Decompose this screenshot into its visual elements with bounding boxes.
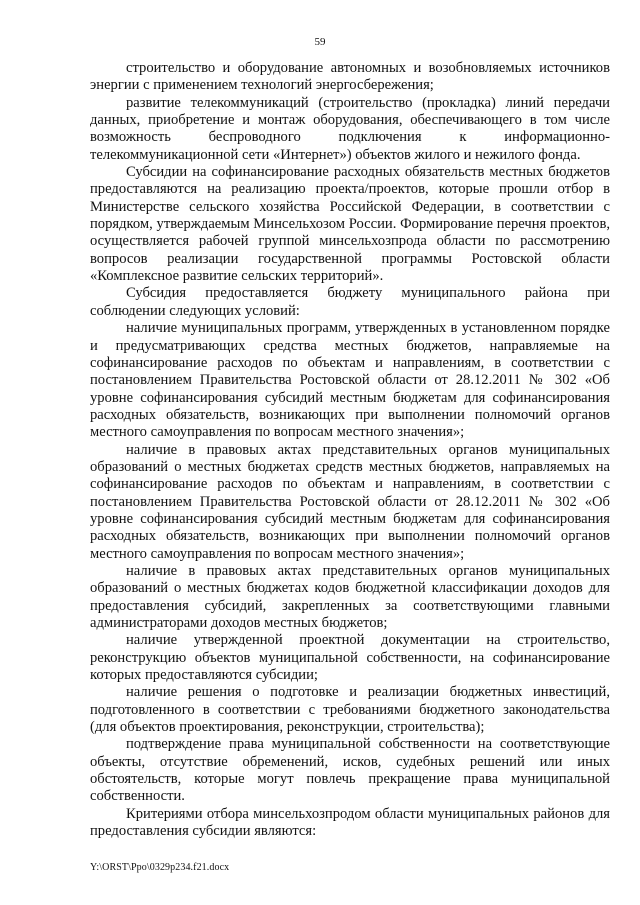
paragraph-condition-municipal-programs: наличие муниципальных программ, утвержденных в установленном порядке и предусматривающих средства местных бюджетов, направляемые на софинансирование расходов по объектам и направлениям, в соответствии с постановлением Правительства Ростовской области от 28.12.2011 № 302 «Об уровне софинансирования субсидий местным бюджетам для софинансирования расходных обязательств, возникающих при выполнении полномочий органов местного самоуправления по вопросам местного значения»; bbox=[90, 320, 610, 441]
page-number: 59 bbox=[314, 36, 326, 48]
paragraph-condition-budget-codes: наличие в правовых актах представительных органов муниципальных образований о местных бюджетах кодов бюджетной классификации доходов для предоставления субсидий, закрепленных за соответствующими главными администраторами доходов местных бюджетов; bbox=[90, 562, 610, 631]
paragraph-subsidy-conditions-intro: Субсидия предоставляется бюджету муниципального района при соблюдении следующих условий: bbox=[90, 285, 610, 319]
paragraph-selection-criteria: Критериями отбора минсельхозпродом области муниципальных районов для предоставления субсидии являются: bbox=[90, 805, 610, 840]
footer-file-path: Y:\ORST\Ppo\0329p234.f21.docx bbox=[90, 862, 230, 873]
paragraph-subsidy-projects: Субсидии на софинансирование расходных обязательств местных бюджетов предоставляются на реализацию проекта/проектов, которые прошли отбор в Министерстве сельского хозяйства Российской Федерации, в соответствии с порядком, утверждаемым Минсельхозом России. Формирование перечня проектов, осуществляется рабочей группой минсельхозпрода области по рассмотрению вопросов реализации государственной программы Ростовской области «Комплексное развитие сельских территорий». bbox=[90, 164, 610, 285]
paragraph-condition-project-documentation: наличие утвержденной проектной документации на строительство, реконструкцию объектов муниципальной собственности, на софинансирование которых предоставляются субсидии; bbox=[90, 632, 610, 684]
paragraph-condition-budget-funds: наличие в правовых актах представительных органов муниципальных образований о местных бюджетах средств местных бюджетов, направляемых на софинансирование расходов по объектам и направлениям, в соответствии с постановлением Правительства Ростовской области от 28.12.2011 № 302 «Об уровне софинансирования субсидий местным бюджетам для софинансирования расходных обязательств, возникающих при выполнении полномочий органов местного самоуправления по вопросам местного значения»; bbox=[90, 441, 610, 562]
paragraph-renewable-energy: строительство и оборудование автономных и возобновляемых источников энергии с применением технологий энергосбережения; bbox=[90, 60, 610, 94]
paragraph-condition-investment-decision: наличие решения о подготовке и реализации бюджетных инвестиций, подготовленного в соответствии с требованиями бюджетного законодательства (для объектов проектирования, реконструкции, строительства); bbox=[90, 684, 610, 736]
paragraph-telecommunications: развитие телекоммуникаций (строительство (прокладка) линий передачи данных, приобретение и монтаж оборудования, обеспечивающего в том числе возможность беспроводного подключения к информационно-телекоммуникационной сети «Интернет») объектов жилого и нежилого фонда. bbox=[90, 94, 610, 163]
document-body bbox=[90, 60, 610, 840]
paragraph-condition-ownership: подтверждение права муниципальной собственности на соответствующие объекты, отсутствие обременений, исков, судебных решений или иных обстоятельств, которые могут повлечь прекращение права муниципальной собственности. bbox=[90, 736, 610, 805]
